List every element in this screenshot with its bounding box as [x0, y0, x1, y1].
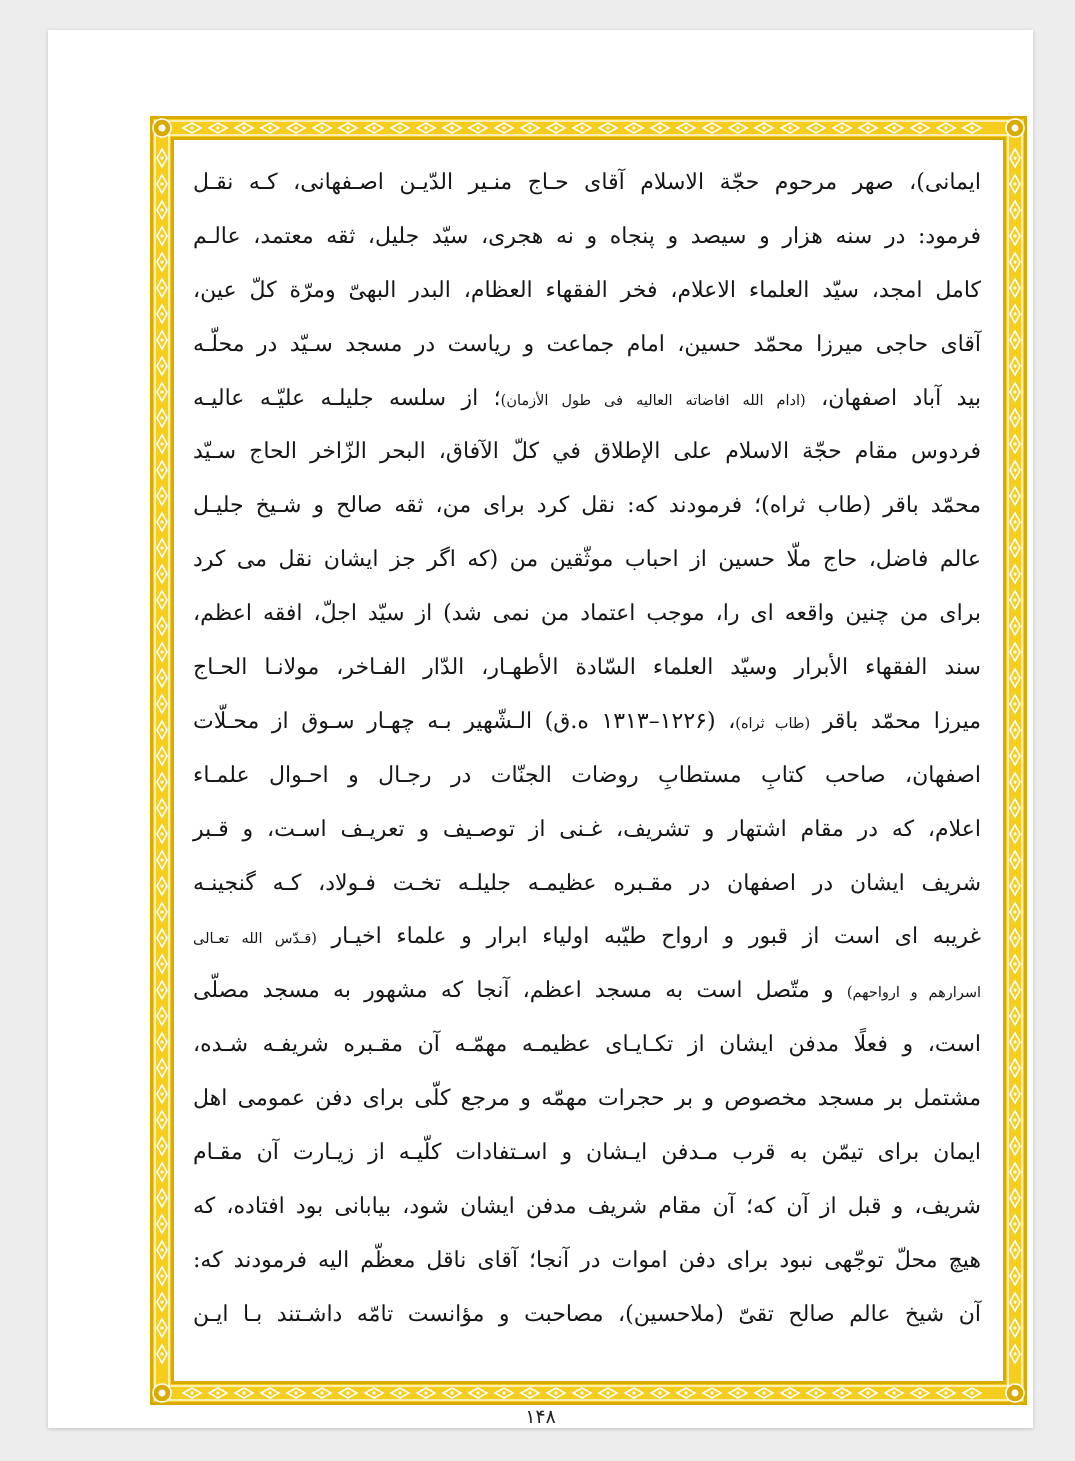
text-line — [193, 210, 981, 264]
border-ornament — [160, 650, 163, 653]
border-ornament — [1013, 624, 1016, 627]
border-ornament — [944, 126, 947, 129]
border-ornament — [160, 884, 163, 887]
border-ornament — [242, 1391, 245, 1394]
border-ornament — [160, 988, 163, 991]
border-ornament — [160, 676, 163, 679]
border-ornament — [160, 624, 163, 627]
text-line — [193, 264, 981, 318]
border-ornament — [1013, 312, 1016, 315]
border-ornament — [346, 126, 349, 129]
border-ornament — [320, 126, 323, 129]
text-line-segment: میرزا محمّد باقر — [810, 708, 981, 734]
border-ornament — [892, 1391, 895, 1394]
border-ornament — [1013, 468, 1016, 471]
border-ornament — [398, 1391, 401, 1394]
border-ornament — [216, 126, 219, 129]
border-ornament — [1013, 234, 1016, 237]
border-ornament — [1013, 494, 1016, 497]
border-ornament — [1013, 598, 1016, 601]
border-ornament — [684, 1391, 687, 1394]
border-ornament — [450, 126, 453, 129]
border-ornament — [268, 1391, 271, 1394]
border-ornament — [1013, 1326, 1016, 1329]
border-corner-rosette — [1012, 1390, 1019, 1397]
text-line — [193, 587, 981, 641]
border-ornament — [1013, 442, 1016, 445]
border-ornament — [1013, 1300, 1016, 1303]
border-ornament — [1013, 1014, 1016, 1017]
text-line-segment: بید آباد اصفهان، — [805, 385, 981, 411]
border-corner-rosette — [159, 125, 166, 132]
text-line — [193, 641, 981, 695]
border-ornament — [554, 1391, 557, 1394]
border-ornament — [1013, 208, 1016, 211]
border-ornament — [1013, 286, 1016, 289]
border-ornament — [160, 520, 163, 523]
border-ornament — [1013, 1170, 1016, 1173]
border-ornament — [160, 182, 163, 185]
border-ornament — [294, 126, 297, 129]
border-ornament — [1013, 858, 1016, 861]
border-ornament — [268, 126, 271, 129]
border-ornament — [606, 1391, 609, 1394]
border-ornament — [476, 126, 479, 129]
border-ornament — [160, 806, 163, 809]
border-ornament — [814, 1391, 817, 1394]
border-ornament — [1013, 1222, 1016, 1225]
border-ornament — [160, 1066, 163, 1069]
border-ornament — [160, 156, 163, 159]
border-ornament — [294, 1391, 297, 1394]
border-ornament — [1013, 754, 1016, 757]
border-ornament — [710, 1391, 713, 1394]
border-ornament — [160, 936, 163, 939]
border-ornament — [160, 1274, 163, 1277]
border-ornament — [970, 1391, 973, 1394]
border-ornament — [190, 126, 193, 129]
border-ornament — [1013, 832, 1016, 835]
border-ornament — [346, 1391, 349, 1394]
border-ornament — [160, 1040, 163, 1043]
border-ornament — [840, 126, 843, 129]
text-line-segment: ایمان برای تیمّن به قرب مـدفن ایـشان و اسـتفادات کلّیـه از زیـارت آن مقـام — [193, 1140, 982, 1166]
border-ornament — [160, 1196, 163, 1199]
text-line-segment: محمّد باقر (طاب ثراه)؛ فرمودند که: نقل کرد برای من، ثقه صالح و شـیخ جلیـل — [193, 493, 981, 519]
border-ornament — [1013, 1118, 1016, 1121]
border-ornament — [502, 1391, 505, 1394]
text-line — [193, 425, 981, 479]
border-ornament — [1013, 988, 1016, 991]
text-line-small-segment: اسرارهم و ارواحهم) — [846, 985, 981, 1002]
border-ornament — [1013, 1274, 1016, 1277]
text-line-segment: ایمانی)، صهر مرحوم حجّة الاسلام آقای حـاج منـیر الدّیـن اصـفهانی، کـه نقـل — [193, 170, 981, 195]
text-line-segment: شریف ایشان در اصفهان در مقـبره عظیمـه جلیلـه تخـت فـولاد، کـه گنجینـه — [193, 870, 981, 896]
border-ornament — [1013, 1144, 1016, 1147]
text-line-segment: عالم فاضل، حاج ملّا حسین از احباب موثّقین من (که اگر جز ایشان نقل می کرد — [193, 547, 981, 573]
border-ornament — [1013, 364, 1016, 367]
border-ornament — [970, 126, 973, 129]
border-ornament — [1013, 182, 1016, 185]
text-line-segment: شریف، و قبل از آن که؛ آن مقام شریف مدفن ایشان شود، بیابانی بود افتاده، که — [193, 1193, 981, 1219]
border-ornament — [1013, 546, 1016, 549]
border-ornament — [160, 1300, 163, 1303]
border-ornament — [160, 468, 163, 471]
border-ornament — [632, 126, 635, 129]
border-ornament — [606, 126, 609, 129]
text-line — [193, 533, 981, 587]
text-line — [193, 372, 981, 426]
border-ornament — [684, 126, 687, 129]
border-ornament — [160, 494, 163, 497]
border-ornament — [160, 1170, 163, 1173]
border-ornament — [918, 1391, 921, 1394]
border-corner-rosette — [159, 1390, 166, 1397]
border-ornament — [528, 1391, 531, 1394]
text-line-segment: فردوس مقام حجّة الاسلام علی الإطلاق في کلّ الآفاق، البحر الزّاخر الحاج سـیّد — [193, 439, 981, 465]
text-line-small-segment: (ادام الله افاضاته العالیه فی طول الأزمان) — [500, 392, 806, 409]
border-ornament — [762, 126, 765, 129]
border-ornament — [1013, 910, 1016, 913]
text-line — [193, 803, 981, 857]
border-ornament — [1013, 1196, 1016, 1199]
border-ornament — [866, 126, 869, 129]
border-ornament — [1013, 806, 1016, 809]
border-ornament — [320, 1391, 323, 1394]
border-ornament — [242, 126, 245, 129]
border-ornament — [528, 126, 531, 129]
border-ornament — [736, 1391, 739, 1394]
border-ornament — [160, 364, 163, 367]
text-line — [193, 910, 981, 964]
text-line-segment: آقای حاجی میرزا محمّد حسین، امام جماعت و ریاست در مسجد سـیّد در محلّـه — [193, 331, 981, 357]
border-ornament — [1013, 1040, 1016, 1043]
text-line — [193, 749, 981, 803]
border-ornament — [1013, 156, 1016, 159]
border-ornament — [1013, 1352, 1016, 1355]
border-ornament — [160, 1014, 163, 1017]
border-ornament — [840, 1391, 843, 1394]
border-ornament — [1013, 260, 1016, 263]
text-line — [193, 156, 981, 210]
border-ornament — [160, 1092, 163, 1095]
border-ornament — [736, 126, 739, 129]
page-number: ۱۴۸ — [525, 1406, 556, 1428]
text-line — [193, 1288, 981, 1342]
text-line — [193, 1018, 981, 1072]
border-ornament — [866, 1391, 869, 1394]
border-ornament — [632, 1391, 635, 1394]
border-ornament — [160, 1118, 163, 1121]
text-line-segment: است، و فعلًا مدفن ایشان از تکـایـای عظیمـه مهمّـه آن مقـبره شریفـه شـده، — [193, 1032, 981, 1058]
text-line-segment: هیچ محلّ توجّهی نبود برای دفن اموات در آنجا؛ آقای ناقل معظّم الیه فرمودند که: — [193, 1247, 981, 1273]
text-line-segment: اصفهان، صاحب کتابِ مستطابِ روضات الجنّات در رجـال و احـوال علمـاء — [193, 762, 981, 788]
border-ornament — [160, 780, 163, 783]
border-ornament — [658, 1391, 661, 1394]
border-ornament — [160, 208, 163, 211]
border-ornament — [814, 126, 817, 129]
border-ornament — [160, 416, 163, 419]
text-line-segment: کامل امجد، سیّد العلماء الاعلام، فخر الفقهاء العظام، البدر البهیّ ومرّة کلّ عین، — [193, 277, 981, 303]
border-ornament — [1013, 572, 1016, 575]
text-line-segment: فرمود: در سنه هزار و سیصد و پنجاه و نه هجری، سیّد جلیل، ثقه معتمد، عالـم — [193, 223, 981, 249]
border-ornament — [658, 126, 661, 129]
border-ornament — [160, 858, 163, 861]
border-ornament — [160, 286, 163, 289]
border-ornament — [554, 126, 557, 129]
border-ornament — [580, 1391, 583, 1394]
border-ornament — [216, 1391, 219, 1394]
border-ornament — [372, 1391, 375, 1394]
border-ornament — [160, 260, 163, 263]
border-ornament — [160, 234, 163, 237]
border-ornament — [372, 126, 375, 129]
border-ornament — [1013, 780, 1016, 783]
border-ornament — [160, 1248, 163, 1251]
border-ornament — [160, 338, 163, 341]
text-line-segment: ؛ از سلسه جلیلـه علیّـه عالیـه — [193, 385, 501, 411]
text-line-segment: سند الفقهاء الأبرار وسیّد العلماء السّادة الأطهـار، الدّار الفـاخر، مولانـا الحـاج — [193, 655, 981, 681]
text-line-small-segment: (طاب ثراه) — [735, 715, 811, 732]
border-ornament — [710, 126, 713, 129]
border-ornament — [450, 1391, 453, 1394]
border-ornament — [892, 126, 895, 129]
border-ornament — [788, 126, 791, 129]
border-ornament — [398, 126, 401, 129]
border-ornament — [160, 598, 163, 601]
book-page — [48, 30, 1033, 1428]
border-ornament — [476, 1391, 479, 1394]
border-ornament — [160, 1326, 163, 1329]
text-line — [193, 1072, 981, 1126]
border-ornament — [1013, 520, 1016, 523]
border-ornament — [160, 546, 163, 549]
border-ornament — [160, 312, 163, 315]
border-ornament — [918, 126, 921, 129]
border-ornament — [502, 126, 505, 129]
text-line — [193, 695, 981, 749]
page-text — [193, 156, 981, 1366]
border-ornament — [580, 126, 583, 129]
text-line — [193, 1126, 981, 1180]
border-ornament — [1013, 702, 1016, 705]
border-ornament — [1013, 1248, 1016, 1251]
border-ornament — [1013, 390, 1016, 393]
border-ornament — [160, 1352, 163, 1355]
border-ornament — [160, 702, 163, 705]
text-line-segment: اعلام، که در مقام اشتهار و تشریف، غـنی از توصـیف و تعریـف اسـت، و قـبر — [193, 816, 981, 842]
border-ornament — [424, 126, 427, 129]
text-line-segment: و متّصل است به مسجد اعظم، آنجا که مشهور به مسجد مصلّی — [193, 978, 847, 1004]
border-corner-rosette — [1012, 125, 1019, 132]
border-ornament — [190, 1391, 193, 1394]
border-ornament — [160, 442, 163, 445]
border-ornament — [160, 390, 163, 393]
text-line-segment: غریبه ای است از قبور و ارواح طیّبه اولیاء ابرار و علماء اخیـار — [316, 924, 981, 950]
text-line-segment: مشتمل بر مسجد مخصوص و بر حجرات مهمّه و مرجع کلّی برای دفن عمومی اهل — [193, 1086, 981, 1112]
border-ornament — [762, 1391, 765, 1394]
border-ornament — [160, 728, 163, 731]
border-ornament — [160, 572, 163, 575]
border-ornament — [1013, 338, 1016, 341]
text-line-segment: آن شیخ عالم صالح تقیّ (ملاحسین)، مصاحبت و مؤانست تامّه داشـتند بـا ایـن — [193, 1301, 981, 1327]
text-line — [193, 964, 981, 1018]
text-line-segment: ، (۱۲۲۶–۱۳۱۳ ه.ق) الـشّهیر بـه چهـار سـوق از محـلّات — [193, 708, 736, 734]
border-ornament — [1013, 962, 1016, 965]
border-ornament — [424, 1391, 427, 1394]
text-line — [193, 318, 981, 372]
border-ornament — [1013, 884, 1016, 887]
border-ornament — [1013, 936, 1016, 939]
border-ornament — [1013, 728, 1016, 731]
border-ornament — [160, 962, 163, 965]
text-line — [193, 857, 981, 911]
border-ornament — [1013, 1066, 1016, 1069]
border-ornament — [1013, 416, 1016, 419]
text-line-segment: برای من چنین واقعه ای را، موجب اعتماد من نمی شد) از سیّد اجلّ، افقه اعظم، — [193, 601, 981, 627]
border-ornament — [160, 832, 163, 835]
border-ornament — [160, 1144, 163, 1147]
border-ornament — [788, 1391, 791, 1394]
text-line — [193, 1234, 981, 1288]
border-ornament — [1013, 650, 1016, 653]
border-ornament — [160, 910, 163, 913]
border-ornament — [160, 1222, 163, 1225]
border-ornament — [1013, 1092, 1016, 1095]
text-line — [193, 1180, 981, 1234]
border-ornament — [944, 1391, 947, 1394]
text-line — [193, 479, 981, 533]
text-line-small-segment: (قـدّس الله تعـالی — [193, 931, 317, 948]
border-ornament — [1013, 676, 1016, 679]
border-ornament — [160, 754, 163, 757]
